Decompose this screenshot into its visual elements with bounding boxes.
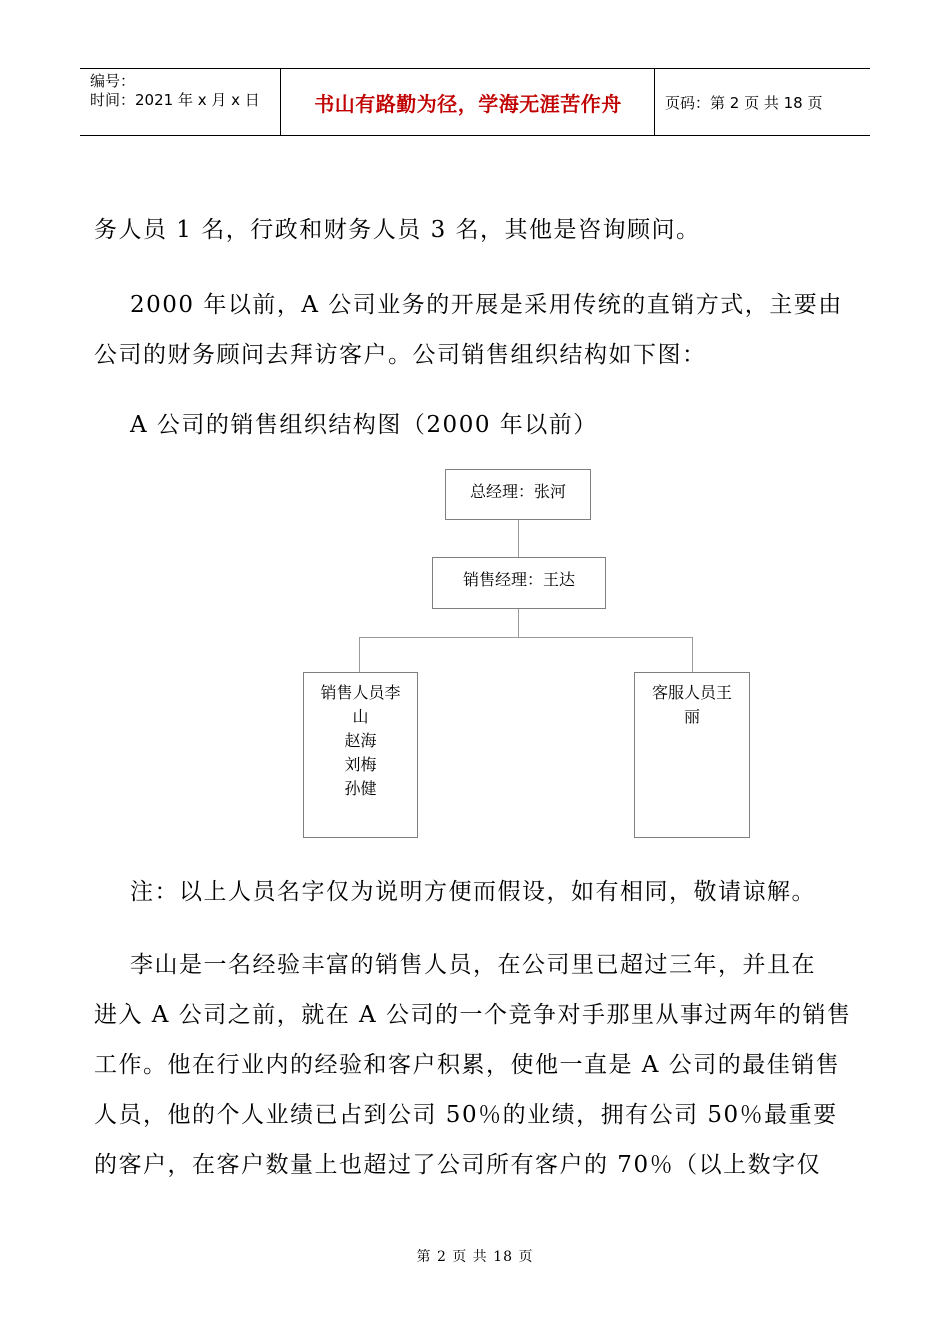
header-divider <box>280 69 281 135</box>
header-meta <box>90 72 260 110</box>
org-label: 销售经理：王达 <box>462 570 575 589</box>
body-line: 工作。他在行业内的经验和客户积累，使他一直是 A 公司的最佳销售 <box>94 1052 841 1078</box>
body-line: 李山是一名经验丰富的销售人员，在公司里已超过三年，并且在 <box>130 952 816 978</box>
org-label: 客服人员王 丽 <box>651 683 732 726</box>
body-line: 务人员 1 名，行政和财务人员 3 名，其他是咨询顾问。 <box>94 217 701 243</box>
header-page-info: 页码：第 2 页 共 18 页 <box>665 93 823 112</box>
note: 注：以上人员名字仅为说明方便而假设，如有相同，敬请谅解。 <box>130 879 816 905</box>
body-line: 进入 A 公司之前，就在 A 公司的一个竞争对手那里从事过两年的销售 <box>94 1002 852 1028</box>
org-box-sales-staff <box>303 672 418 838</box>
org-box-general-manager <box>445 469 591 520</box>
org-connector <box>359 637 360 672</box>
header-time: 时间：2021 年 x 月 x 日 <box>90 91 260 109</box>
org-connector <box>518 609 519 637</box>
org-box-sales-manager <box>432 557 606 609</box>
body-line: 2000 年以前，A 公司业务的开展是采用传统的直销方式，主要由 <box>130 292 843 318</box>
org-connector <box>359 637 693 638</box>
header-motto: 书山有路勤为径，学海无涯苦作舟 <box>314 91 622 116</box>
page-header <box>80 68 870 136</box>
org-box-service-staff <box>634 672 750 838</box>
body-line: 人员，他的个人业绩已占到公司 50％的业绩，拥有公司 50％最重要 <box>94 1102 838 1128</box>
header-divider <box>654 69 655 135</box>
org-label: 总经理：张河 <box>469 482 566 501</box>
org-connector <box>518 520 519 557</box>
page-footer: 第 2 页 共 18 页 <box>416 1249 534 1265</box>
header-number: 编号： <box>90 72 136 90</box>
org-label: 销售人员李 山 赵海 刘梅 孙健 <box>320 683 401 798</box>
chart-caption: A 公司的销售组织结构图（2000 年以前） <box>130 412 598 438</box>
body-line: 公司的财务顾问去拜访客户。公司销售组织结构如下图： <box>94 342 707 368</box>
body-line: 的客户，在客户数量上也超过了公司所有客户的 70％（以上数字仅 <box>94 1152 822 1178</box>
org-connector <box>692 637 693 672</box>
